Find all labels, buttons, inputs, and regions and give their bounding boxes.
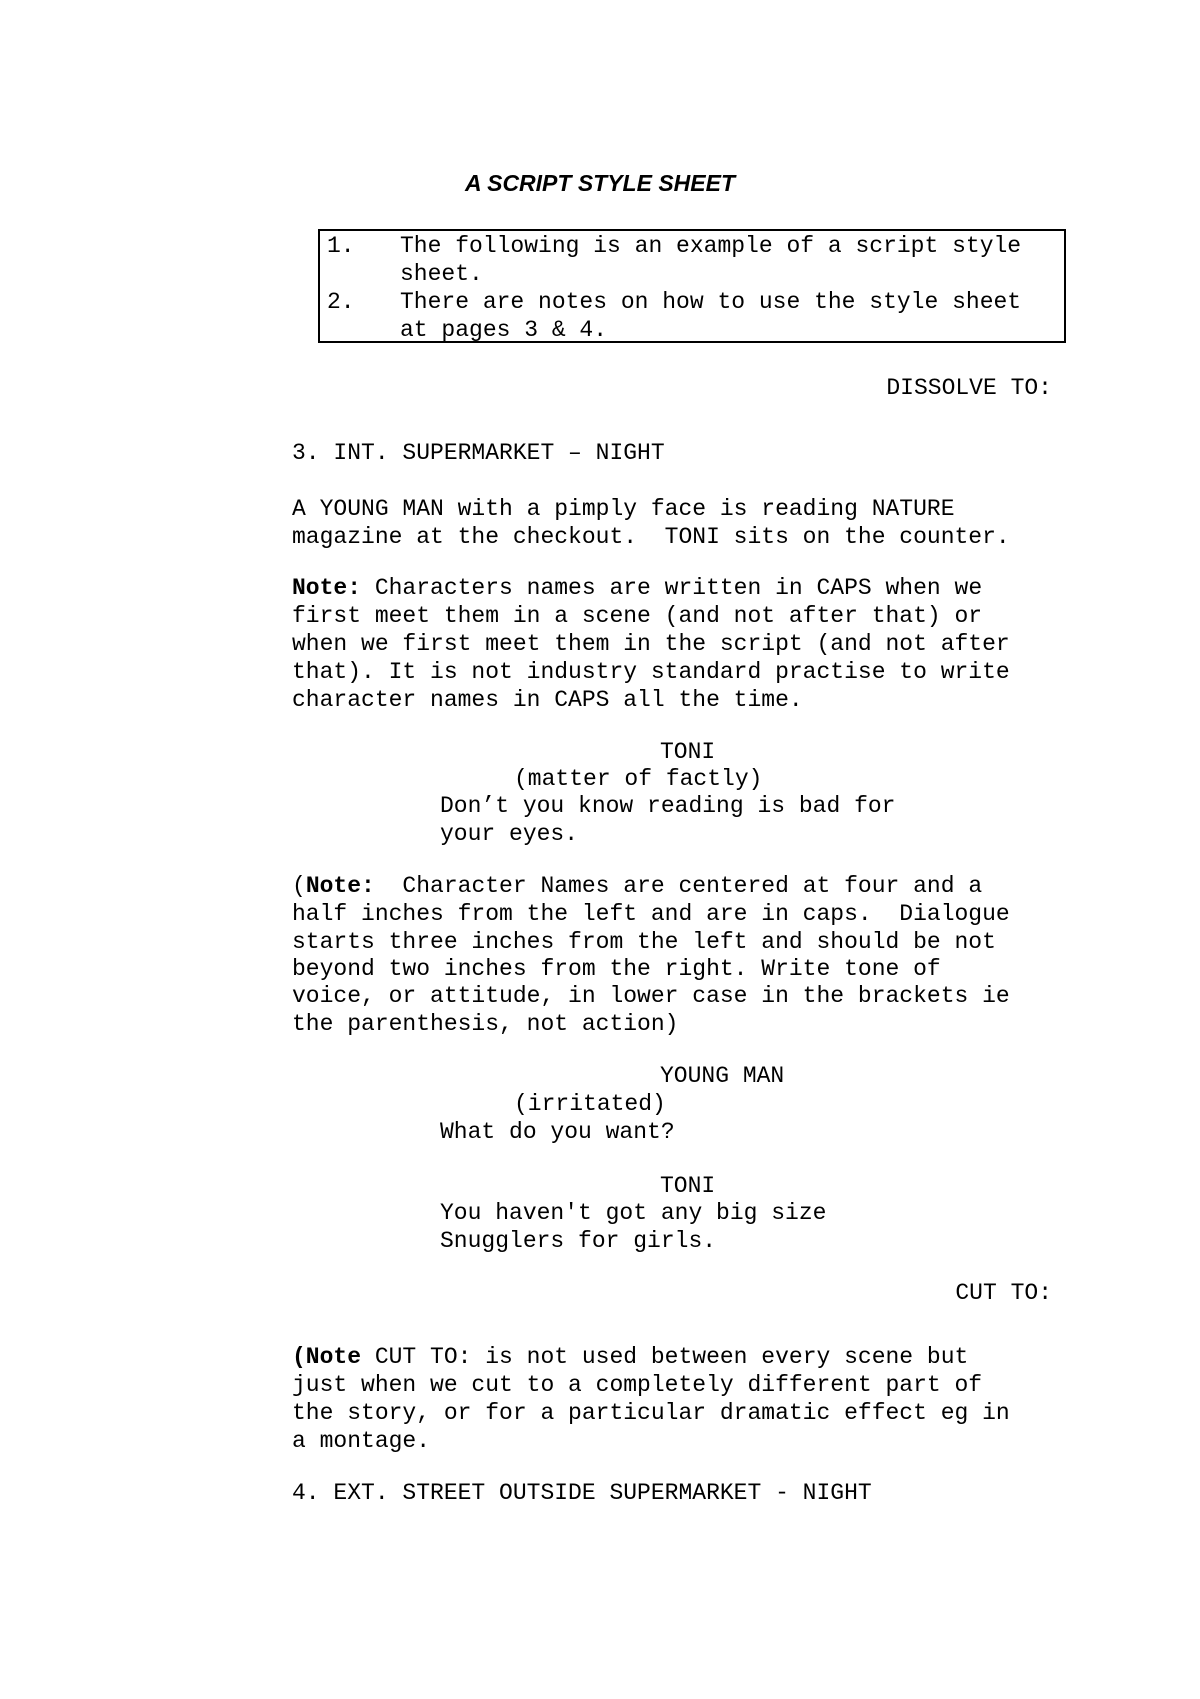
note-item-text: There are notes on how to use the style sheet — [400, 289, 1022, 315]
note-text: the story, or for a particular dramatic effect eg in — [292, 1400, 1010, 1426]
note-text: the parenthesis, not action) — [292, 1011, 679, 1037]
dialogue-line: Don’t you know reading is bad for — [440, 793, 896, 819]
transition-cut: CUT TO: — [955, 1280, 1052, 1306]
note-item-text: The following is an example of a script style — [400, 233, 1022, 259]
note-item-number: 1. — [327, 233, 355, 259]
note-text: when we first meet them in the script (and not after — [292, 631, 1010, 657]
parenthetical: (matter of factly) — [514, 766, 763, 792]
character-name: YOUNG MAN — [660, 1063, 785, 1089]
note-paragraph-1 — [292, 574, 982, 602]
note-paragraph-3 — [292, 1343, 968, 1371]
note-text: Characters names are written in CAPS when we — [361, 575, 983, 601]
parenthetical: (irritated) — [514, 1091, 666, 1117]
note-text: CUT TO: is not used between every scene but — [361, 1344, 969, 1370]
note-text: just when we cut to a completely different part of — [292, 1372, 983, 1398]
note-item-text: sheet. — [400, 261, 483, 287]
action-line: magazine at the checkout. TONI sits on the counter. — [292, 524, 1010, 550]
note-text: voice, or attitude, in lower case in the brackets ie — [292, 983, 1010, 1009]
note-label: (Note — [292, 1344, 362, 1370]
note-label: Note: — [292, 575, 362, 601]
note-text: first meet them in a scene (and not after that) or — [292, 603, 983, 629]
dialogue-line: your eyes. — [440, 821, 579, 847]
transition-dissolve: DISSOLVE TO: — [886, 375, 1052, 401]
note-text: that). It is not industry standard practise to write — [292, 659, 1010, 685]
character-name: TONI — [660, 739, 716, 765]
page-title: A SCRIPT STYLE SHEET — [464, 170, 736, 196]
dialogue-line: What do you want? — [440, 1119, 675, 1145]
note-text: Character Names are centered at four and a — [374, 873, 983, 899]
dialogue-line: Snugglers for girls. — [440, 1228, 717, 1254]
character-name: TONI — [660, 1173, 716, 1199]
note-label: Note: — [305, 873, 375, 899]
note-text: a montage. — [292, 1428, 431, 1454]
note-open-paren: ( — [292, 873, 306, 899]
action-line: A YOUNG MAN with a pimply face is reading NATURE — [292, 496, 955, 522]
note-text: beyond two inches from the right. Write tone of — [292, 956, 941, 982]
note-text: character names in CAPS all the time. — [292, 687, 803, 713]
note-text: half inches from the left and are in caps. Dialogue — [292, 901, 1010, 927]
scene-heading-3: 3. INT. SUPERMARKET – NIGHT — [292, 440, 665, 466]
scene-heading-4: 4. EXT. STREET OUTSIDE SUPERMARKET - NIGHT — [292, 1480, 872, 1506]
note-item-text: at pages 3 & 4. — [400, 317, 608, 343]
note-item-number: 2. — [327, 289, 355, 315]
note-paragraph-2 — [292, 872, 982, 900]
dialogue-line: You haven't got any big size — [440, 1200, 827, 1226]
note-text: starts three inches from the left and should be not — [292, 929, 996, 955]
